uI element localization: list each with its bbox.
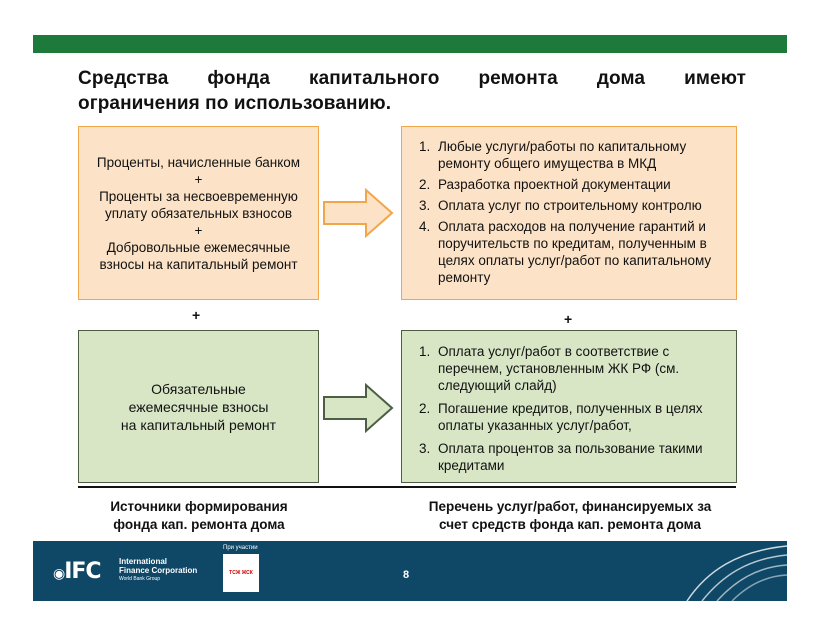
- fund-uses-list: [402, 343, 728, 474]
- ifc-org-name: [119, 557, 197, 584]
- title-line-2: ограничения по использованию.: [78, 93, 392, 114]
- list-item: 1. Любые услуги/работы по капитальному ремонту общего имущества в МКД: [434, 138, 728, 172]
- source-line: взносы на капитальный ремонт: [99, 256, 298, 272]
- title-line-1: [78, 66, 746, 91]
- caption-line: Перечень услуг/работ, финансируемых за: [428, 499, 712, 514]
- list-item: 1. Оплата услуг/работ в соответствие с перечнем, установленным ЖК РФ (см. следующий слайд): [434, 343, 728, 394]
- plus-sign: +: [194, 171, 203, 187]
- partner-logo-icon: ТСЖ ЖСК: [223, 554, 259, 592]
- caption-line: счет средств фонда кап. ремонта дома: [439, 517, 701, 532]
- swirl-decoration-icon: [677, 541, 787, 601]
- allowed-uses-list: [402, 138, 728, 286]
- contribution-line: Обязательные: [151, 380, 246, 397]
- contribution-line: ежемесячные взносы: [128, 398, 269, 415]
- plus-right: +: [564, 311, 573, 327]
- top-green-bar: [33, 35, 787, 53]
- allowed-uses-box: [401, 126, 737, 300]
- source-line: уплату обязательных взносов: [104, 205, 293, 221]
- partner-label: При участии: [223, 545, 258, 551]
- caption-right: [403, 498, 737, 534]
- list-item: 4. Оплата расходов на получение гарантий и поручительств по кредитам, полученным в целях оплаты услуг/работ по капитальному ремонту: [434, 218, 728, 286]
- fund-uses-box: [401, 330, 737, 483]
- title-word: имеют: [684, 68, 746, 89]
- list-item: 3. Оплата услуг по строительному контролю: [434, 197, 728, 214]
- plus-left: +: [192, 307, 201, 323]
- list-item: 2. Разработка проектной документации: [434, 176, 728, 193]
- org-line: Finance Corporation: [119, 566, 198, 575]
- contribution-line: на капитальный ремонт: [120, 416, 277, 433]
- org-sub: World Bank Group: [119, 576, 161, 582]
- arrow-right-icon: [322, 383, 394, 433]
- slide-title: [78, 66, 746, 116]
- list-item: 2. Погашение кредитов, полученных в целях оплаты указанных услуг/работ,: [434, 400, 728, 434]
- plus-sign: +: [194, 222, 203, 238]
- mandatory-contributions-box: [78, 330, 319, 483]
- source-line: Проценты, начисленные банком: [96, 154, 301, 170]
- org-line: International: [119, 557, 168, 566]
- title-word: Средства: [78, 68, 169, 89]
- list-item: 3. Оплата процентов за пользование такими кредитами: [434, 440, 728, 474]
- caption-left: [88, 498, 310, 534]
- divider-line: [78, 486, 736, 488]
- source-line: Проценты за несвоевременную: [99, 188, 298, 204]
- title-word: фонда: [207, 68, 270, 89]
- arrow-right-icon: [322, 188, 394, 238]
- caption-line: фонда кап. ремонта дома: [113, 517, 285, 532]
- title-word: капитального: [309, 68, 440, 89]
- additional-sources-box: [78, 126, 319, 300]
- source-line: Добровольные ежемесячные: [106, 239, 291, 255]
- title-word: ремонта: [478, 68, 558, 89]
- title-word: дома: [596, 68, 646, 89]
- ifc-logo-icon: ◉IFC: [53, 559, 101, 584]
- footer-bar: [33, 541, 787, 601]
- caption-line: Источники формирования: [110, 499, 288, 514]
- page-number: 8: [403, 569, 410, 581]
